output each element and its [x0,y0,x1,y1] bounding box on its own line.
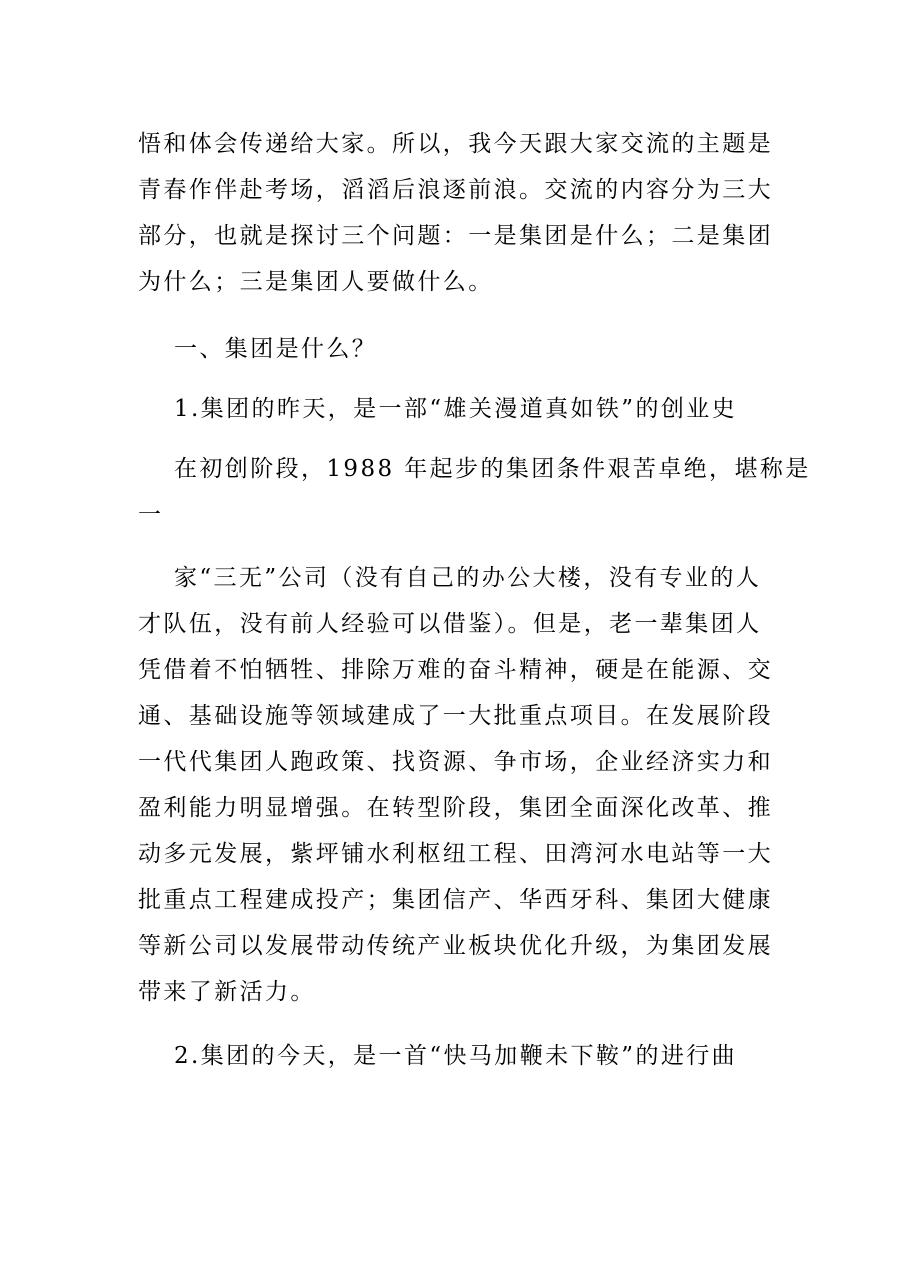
paragraph-1-line-3: 部分，也就是探讨三个问题：一是集团是什么；二是集团 [138,223,773,249]
paragraph-1-line-1: 悟和体会传递给大家。所以，我今天跟大家交流的主题是 [138,131,773,157]
paragraph-2-line-2: 一 [138,502,164,528]
subheading-1: 1.集团的昨天，是一部“雄关漫道真如铁”的创业史 [174,396,738,422]
paragraph-3-line-6: 盈利能力明显增强。在转型阶段，集团全面深化改革、推 [138,795,773,821]
paragraph-3-line-7: 动多元发展，紫坪铺水利枢纽工程、田湾河水电站等一大 [138,841,773,867]
paragraph-3-line-9: 等新公司以发展带动传统产业板块优化升级，为集团发展 [138,933,773,959]
paragraph-3-line-8: 批重点工程建成投产；集团信产、华西牙科、集团大健康 [138,887,773,913]
paragraph-1-line-4: 为什么；三是集团人要做什么。 [138,269,494,295]
paragraph-3-line-10: 带来了新活力。 [138,979,316,1005]
paragraph-3-line-5: 一代代集团人跑政策、找资源、争市场，企业经济实力和 [138,749,773,775]
subheading-2: 2.集团的今天，是一首“快马加鞭未下鞍”的进行曲 [174,1043,738,1069]
paragraph-2-line-1: 在初创阶段，1988 年起步的集团条件艰苦卓绝，堪称是 [174,456,811,482]
paragraph-3-line-1: 家“三无”公司（没有自己的办公大楼，没有专业的人 [174,565,762,591]
paragraph-1-line-2: 青春作伴赴考场，滔滔后浪逐前浪。交流的内容分为三大 [138,177,773,203]
paragraph-3-line-2: 才队伍，没有前人经验可以借鉴）。但是，老一辈集团人 [138,611,762,637]
paragraph-3-line-4: 通、基础设施等领域建成了一大批重点项目。在发展阶段 [138,703,773,729]
paragraph-3-line-3: 凭借着不怕牺牲、排除万难的奋斗精神，硬是在能源、交 [138,657,773,683]
section-heading-1: 一、集团是什么？ [174,336,378,362]
